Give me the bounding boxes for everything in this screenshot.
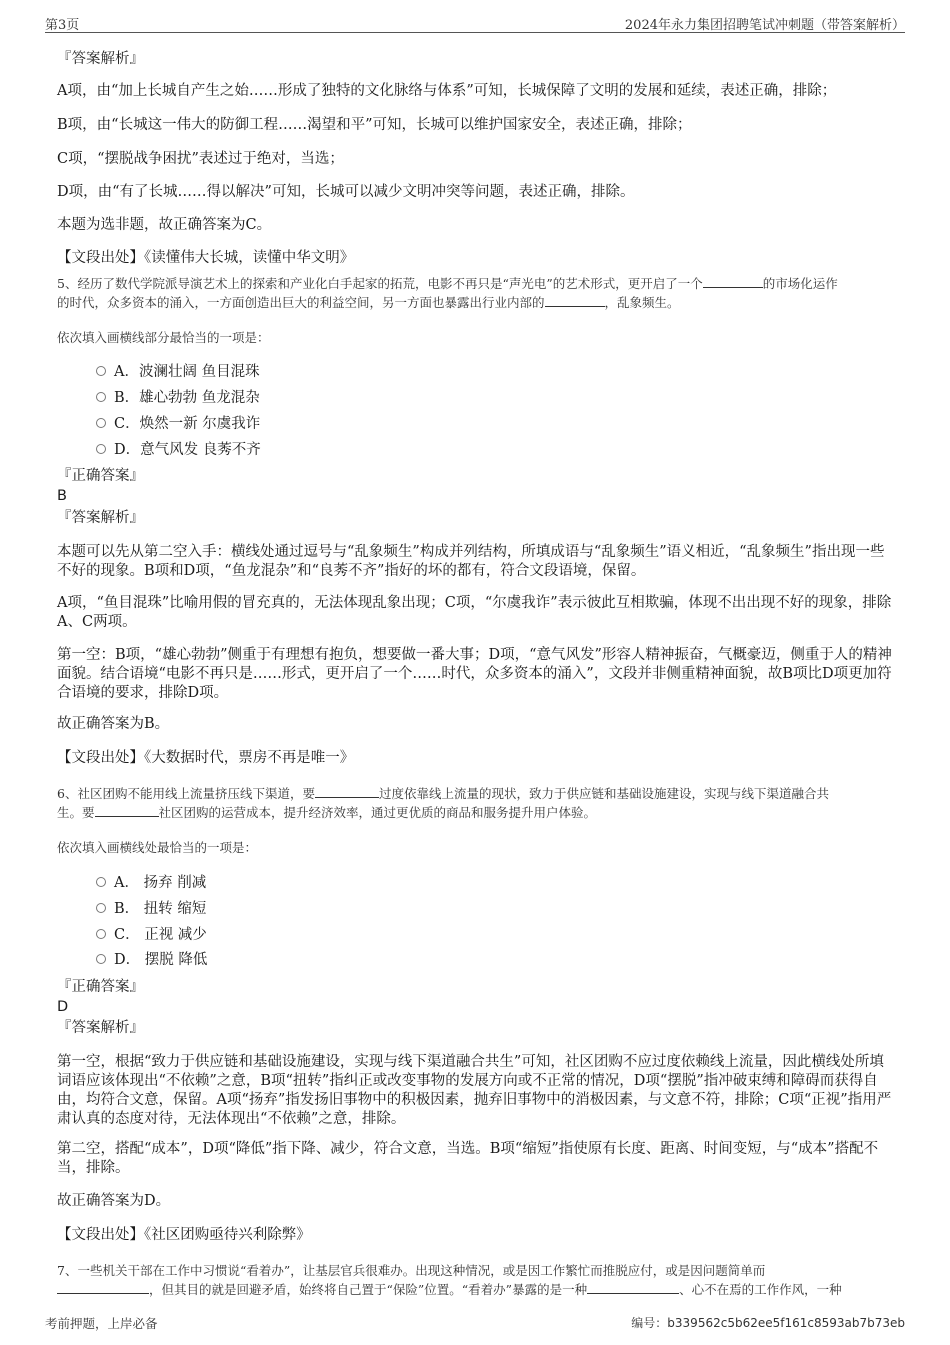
radio-icon[interactable] bbox=[96, 903, 106, 913]
page-number: 第3页 bbox=[45, 18, 80, 33]
analysis-b: B项，由“长城这一伟大的防御工程……渴望和平”可知，长城可以维护国家安全，表述正确，排除； bbox=[57, 117, 692, 133]
question-6-prompt: 依次填入画横线处最恰当的一项是： bbox=[57, 840, 258, 855]
option-d[interactable]: D．意气风发 良莠不齐 bbox=[96, 440, 261, 460]
option-b[interactable]: B．雄心勃勃 鱼龙混杂 bbox=[96, 388, 260, 408]
footer-slogan: 考前押题，上岸必备 bbox=[45, 1316, 158, 1331]
option-a[interactable]: A．波澜壮阔 鱼目混珠 bbox=[96, 362, 260, 382]
page-header bbox=[45, 14, 905, 33]
analysis-label: 『答案解析』 bbox=[57, 510, 144, 526]
analysis-c: C项，“摆脱战争困扰”表述过于绝对，当选； bbox=[57, 151, 344, 167]
option-d[interactable]: D． 摆脱 降低 bbox=[96, 950, 207, 970]
document-title: 2024年永力集团招聘笔试冲刺题（带答案解析） bbox=[624, 18, 905, 33]
conclusion: 本题为选非题，故正确答案为C。 bbox=[57, 217, 272, 233]
analysis-paragraph-2: A项，“鱼目混珠”比喻用假的冒充真的，无法体现乱象出现；C项，“尔虞我诈”表示彼此互相欺骗，体现不出出现不好的现象，排除A、C两项。 bbox=[57, 595, 892, 630]
analysis-paragraph-2: 第二空，搭配“成本”，D项“降低”指下降、减少，符合文意，当选。B项“缩短”指使原有长度、距离、时间变短，与“成本”搭配不当，排除。 bbox=[57, 1141, 879, 1176]
conclusion: 故正确答案为B。 bbox=[57, 716, 170, 732]
analysis-paragraph-1: 第一空，根据“致力于供应链和基础设施建设，实现与线下渠道融合共生”可知，社区团购不应过度依赖线上流量，因此横线处所填词语应该体现出“不依赖”之意，B项“扭转”指纠正或改变事物的发展方向或不正常的情况，D项“摆脱”指冲破束缚和障碍而获得自由，均符合文意，保留。A项“扬弃”指发扬旧事物中的积极因素，抛弃旧事物中的消极因素，与文意不符，排除；C项“正视”指用严肃认真的态度对待，无法体现出“不依赖”之意，排除。 bbox=[57, 1054, 892, 1127]
radio-icon[interactable] bbox=[96, 418, 106, 428]
answer-value: B bbox=[57, 488, 67, 504]
source: 【文段出处】《读懂伟大长城，读懂中华文明》 bbox=[57, 250, 355, 266]
analysis-d: D项，由“有了长城……得以解决”可知，长城可以减少文明冲突等问题，表述正确，排除。 bbox=[57, 184, 635, 200]
radio-icon[interactable] bbox=[96, 366, 106, 376]
analysis-label: 『答案解析』 bbox=[57, 51, 144, 67]
analysis-a: A项，由“加上长城自产生之始……形成了独特的文化脉络与体系”可知，长城保障了文明的发展和延续，表述正确，排除； bbox=[57, 83, 837, 99]
radio-icon[interactable] bbox=[96, 392, 106, 402]
radio-icon[interactable] bbox=[96, 444, 106, 454]
radio-icon[interactable] bbox=[96, 877, 106, 887]
question-6-stem: 6、社区团购不能用线上流量挤压线下渠道，要 过度依靠线上流量的现状，致力于供应链和基础设施建设，实现与线下渠道融合共 生。要 社区团购的运营成本，提升经济效率，通过更优质的商品和服务提升用户体验。 bbox=[57, 786, 829, 820]
question-5-prompt: 依次填入画横线部分最恰当的一项是： bbox=[57, 330, 270, 345]
source: 【文段出处】《社区团购亟待兴利除弊》 bbox=[57, 1227, 311, 1243]
question-7-stem: 7、一些机关干部在工作中习惯说“看着办”，让基层官兵很难办。出现这种情况，或是因工作繁忙而推脱应付，或是因问题简单而 ，但其目的就是回避矛盾，始终将自己置于“保险”位置。“看着办”暴露的是一种 、心不在焉的工作作风，一种 bbox=[57, 1263, 842, 1297]
option-b[interactable]: B． 扭转 缩短 bbox=[96, 899, 206, 919]
conclusion: 故正确答案为D。 bbox=[57, 1193, 171, 1209]
analysis-label: 『答案解析』 bbox=[57, 1020, 144, 1036]
answer-label: 『正确答案』 bbox=[57, 468, 144, 484]
question-5-stem: 5、经历了数代学院派导演艺术上的探索和产业化白手起家的拓荒，电影不再只是“声光电”的艺术形式，更开启了一个 的市场化运作 的时代，众多资本的涌入，一方面创造出巨大的利益空间，另一方面也暴露出行业内部的 ，乱象频生。 bbox=[57, 276, 838, 310]
analysis-paragraph-3: 第一空：B项，“雄心勃勃”侧重于有理想有抱负，想要做一番大事；D项，“意气风发”形容人精神振奋，气概豪迈，侧重于人的精神面貌。结合语境“电影不再只是……形式，更开启了一个……时代，众多资本的涌入”，文段并非侧重精神面貌，故B项比D项更加符合语境的要求，排除D项。 bbox=[57, 647, 892, 701]
radio-icon[interactable] bbox=[96, 954, 106, 964]
option-c[interactable]: C．焕然一新 尔虞我诈 bbox=[96, 414, 260, 434]
answer-value: D bbox=[57, 999, 69, 1015]
analysis-paragraph-1: 本题可以先从第二空入手：横线处通过逗号与“乱象频生”构成并列结构，所填成语与“乱象频生”语义相近，“乱象频生”指出现一些不好的现象。B项和D项，“鱼龙混杂”和“良莠不齐”指好的坏的都有，符合文段语境，保留。 bbox=[57, 544, 885, 579]
option-a[interactable]: A． 扬弃 削减 bbox=[96, 873, 206, 893]
document-code: 编号：b339562c5b62ee5f161c8593ab7b73eb bbox=[631, 1316, 905, 1330]
radio-icon[interactable] bbox=[96, 929, 106, 939]
answer-label: 『正确答案』 bbox=[57, 979, 144, 995]
source: 【文段出处】《大数据时代，票房不再是唯一》 bbox=[57, 750, 355, 766]
option-c[interactable]: C． 正视 减少 bbox=[96, 925, 207, 945]
